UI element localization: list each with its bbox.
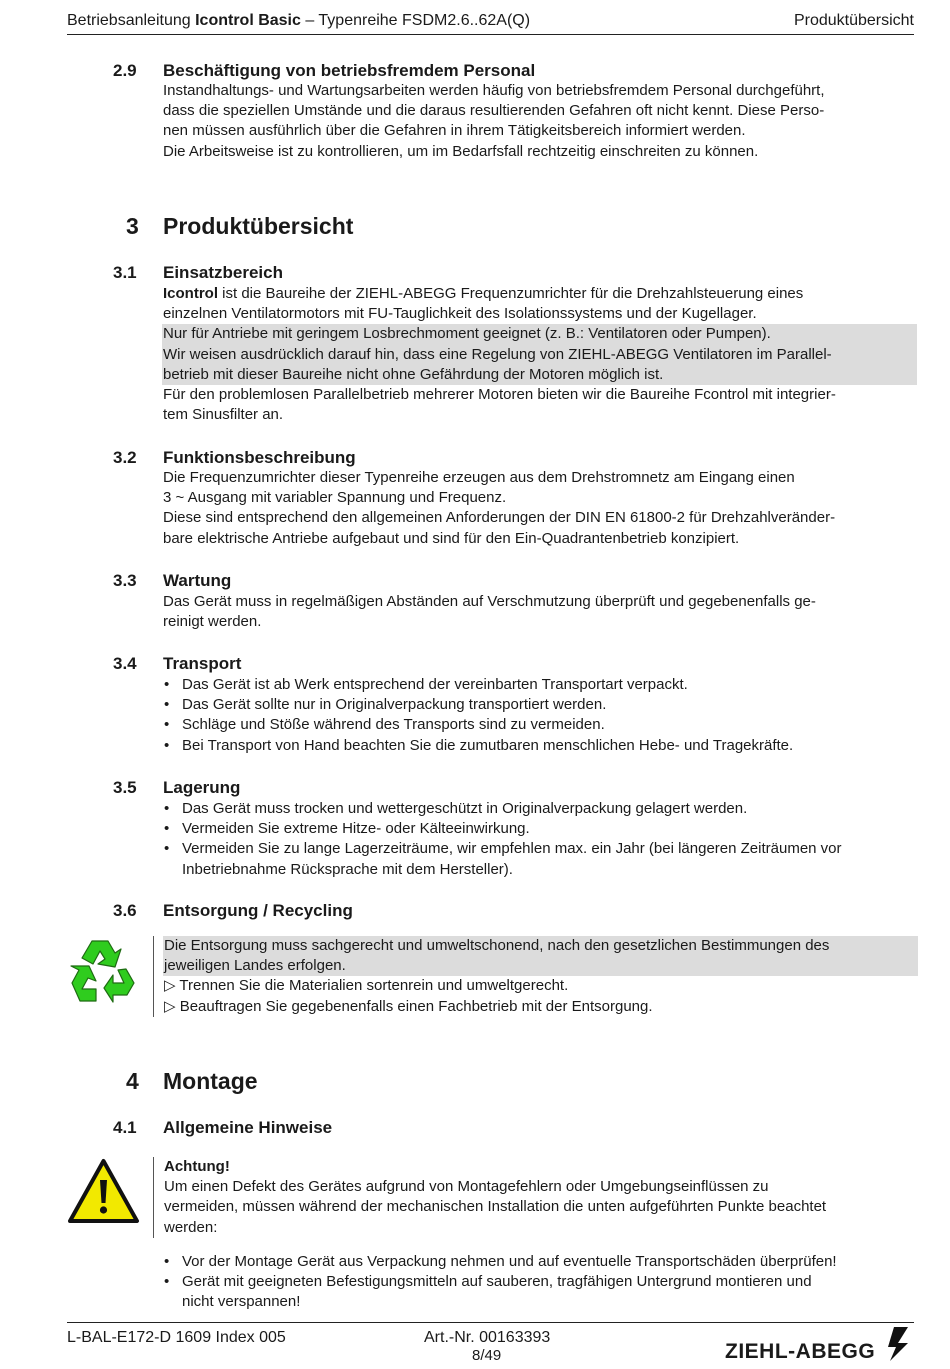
section-number: 3.5 (113, 778, 137, 797)
ziehl-abegg-logo-mark (886, 1325, 914, 1368)
bullet-list (163, 1252, 915, 1292)
recycle-icon (68, 937, 136, 1010)
section-title: Lagerung (163, 778, 241, 797)
chapter-number: 3 (126, 213, 139, 239)
page-header-left: Betriebsanleitung Icontrol Basic – Typenreihe FSDM2.6..62A(Q) (67, 12, 531, 29)
document-id: L-BAL-E172-D 1609 Index 005 (67, 1329, 286, 1346)
chapter-number: 4 (126, 1068, 139, 1094)
section-body: • Vor der Montage Gerät aus Verpackung nehmen und auf eventuelle Transportschäden überprüfen! • Gerät mit geeigneten Befestigungsmitteln auf sauberen, tragfähigen Untergrund montieren und nicht verspannen! (163, 1252, 915, 1313)
list-item: • Gerät mit geeigneten Befestigungsmitteln auf sauberen, tragfähigen Untergrund montieren und (163, 1272, 915, 1292)
section-title: Wartung (163, 571, 232, 590)
list-item: • Schläge und Stöße während des Transports sind zu vermeiden. (163, 715, 915, 735)
list-item: • Vor der Montage Gerät aus Verpackung nehmen und auf eventuelle Transportschäden überprüfen! (163, 1252, 915, 1272)
section-number: 3.6 (113, 901, 137, 920)
section-title: Allgemeine Hinweise (163, 1118, 333, 1137)
warning-note: Achtung! Um einen Defekt des Gerätes aufgrund von Montagefehlern oder Umgebungseinflüssen zu vermeiden, müssen während der mechanischen Installation die unten aufgeführten Punkte beachtet werden: (153, 1157, 929, 1238)
list-item: • Das Gerät ist ab Werk entsprechend der vereinbarten Transportart verpackt. (163, 675, 915, 695)
header-divider (67, 34, 914, 35)
section-body (163, 675, 915, 756)
section-title: Funktionsbeschreibung (163, 448, 356, 467)
section-body: • Das Gerät muss trocken und wettergeschützt in Originalverpackung gelagert werden. • Vermeiden Sie extreme Hitze- oder Kälteeinwirkung. • Vermeiden Sie zu lange Lagerzeiträume, wir empfehlen max. ein Jahr (bei längeren Zeiträumen vor Inbetriebnahme Rücksprache mit dem Hersteller). (163, 799, 915, 880)
section-number: 3.2 (113, 448, 137, 467)
section-number: 3.4 (113, 654, 137, 673)
list-item: • Vermeiden Sie extreme Hitze- oder Kälteeinwirkung. (163, 819, 915, 839)
section-body: Icontrol ist die Baureihe der ZIEHL-ABEGG Frequenzumrichter für die Drehzahlsteuerung eines einzelnen Ventilatormotors mit FU-Tauglichkeit des Isolationssystems und der Kugellager. Nur für Antriebe mit geringem Losbrechmoment geeignet (z. B.: Ventilatoren oder Pumpen). Wir weisen ausdrücklich darauf hin, dass eine Regelung von ZIEHL-ABEGG Ventilatoren im Parallel- betrieb mit dieser Baureihe nicht ohne Gefährdung der Motoren möglich ist. Für den problemlosen Parallelbetrieb mehrerer Motoren bieten wir die Baureihe Fcontrol mit integrier- tem Sinusfilter an. (163, 284, 915, 425)
section-body: Instandhaltungs- und Wartungsarbeiten werden häufig von betriebsfremdem Personal durchgeführt, dass die speziellen Umstände und die daraus resultierenden Gefahren oft nicht kennt. Diese Perso- nen müssen ausführlich über die Gefahren in ihrem Tätigkeitsbereich informiert werden. Die Arbeitsweise ist zu kontrollieren, um im Bedarfsfall rechtzeitig einschreiten zu können. (163, 82, 825, 160)
section-body: Die Frequenzumrichter dieser Typenreihe erzeugen aus dem Drehstromnetz am Eingang einen 3 ~ Ausgang mit variabler Spannung und Frequenz. Diese sind entsprechend den allgemeinen Anforderungen der DIN EN 61800-2 für Drehzahlveränder- bare elektrische Antriebe aufgebaut und sind für den Ein-Quadrantenbetrieb konzipiert. (163, 469, 836, 547)
bullet-list (163, 799, 915, 860)
section-title: Beschäftigung von betriebsfremdem Personal (163, 61, 536, 80)
recycling-note: Die Entsorgung muss sachgerecht und umweltschonend, nach den gesetzlichen Bestimmungen des jeweiligen Landes erfolgen. ▷ Trennen Sie die Materialien sortenrein und umweltgerecht. ▷ Beauftragen Sie gegebenenfalls einen Fachbetrieb mit der Entsorgung. (153, 936, 929, 1017)
chapter-title: Produktübersicht (163, 213, 354, 239)
highlighted-note: Die Entsorgung muss sachgerecht und umweltschonend, nach den gesetzlichen Bestimmungen des jeweiligen Landes erfolgen. (163, 936, 918, 976)
warning-triangle-icon (67, 1158, 140, 1229)
list-item: • Vermeiden Sie zu lange Lagerzeiträume, wir empfehlen max. ein Jahr (bei längeren Zeiträumen vor (163, 839, 915, 859)
page-number: 8/49 (472, 1347, 502, 1364)
section-body: Das Gerät muss in regelmäßigen Abständen auf Verschmutzung überprüft und gegebenenfalls ge- reinigt werden. (163, 593, 816, 631)
warning-title: Achtung! (164, 1158, 230, 1175)
footer-divider (67, 1322, 914, 1323)
highlighted-note: Nur für Antriebe mit geringem Losbrechmoment geeignet (z. B.: Ventilatoren oder Pumpen). Wir weisen ausdrücklich darauf hin, dass eine Regelung von ZIEHL-ABEGG Ventilatoren im Parallel- betrieb mit dieser Baureihe nicht ohne Gefährdung der Motoren möglich ist. (162, 324, 917, 385)
section-number: 2.9 (113, 61, 137, 80)
section-number: 4.1 (113, 1118, 137, 1137)
section-number: 3.1 (113, 263, 137, 282)
page-header-right: Produktübersicht (793, 12, 914, 29)
list-item: • Das Gerät muss trocken und wettergeschützt in Originalverpackung gelagert werden. (163, 799, 915, 819)
company-logo: ZIEHL-ABEGG (725, 1340, 876, 1363)
section-title: Einsatzbereich (163, 263, 283, 282)
chapter-title: Montage (163, 1068, 258, 1094)
section-number: 3.3 (113, 571, 137, 590)
bullet-list (163, 675, 915, 756)
article-number: Art.-Nr. 00163393 (424, 1329, 551, 1346)
section-title: Entsorgung / Recycling (163, 901, 353, 920)
list-item: • Bei Transport von Hand beachten Sie die zumutbaren menschlichen Hebe- und Tragekräfte. (163, 736, 915, 756)
section-title: Transport (163, 654, 242, 673)
list-item: • Das Gerät sollte nur in Originalverpackung transportiert werden. (163, 695, 915, 715)
